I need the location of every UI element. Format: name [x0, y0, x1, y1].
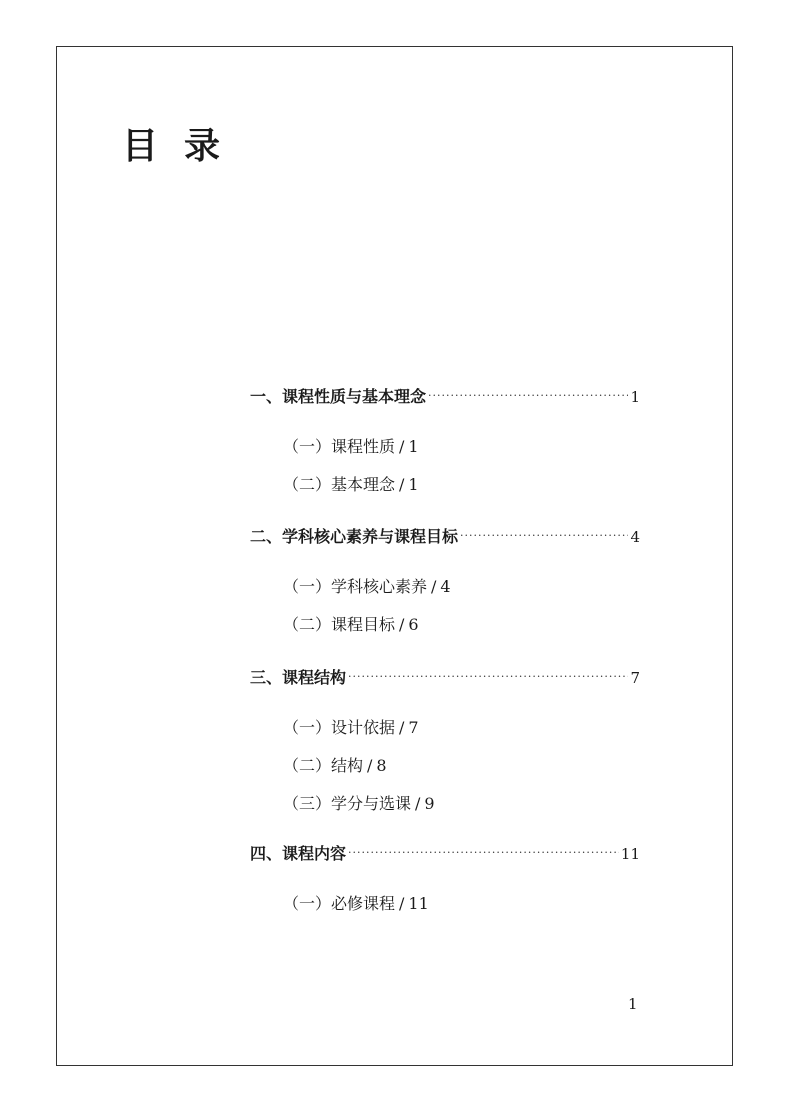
- toc-section-label: 二、学科核心素养与课程目标: [250, 527, 459, 546]
- toc-section-heading[interactable]: [250, 840, 640, 868]
- toc-subsection-page: 1: [408, 475, 419, 494]
- toc-subsection-label: （一）设计依据: [283, 718, 396, 737]
- toc-subsection-page: 11: [408, 894, 429, 913]
- toc-subsection-item[interactable]: [283, 433, 640, 471]
- toc-section-heading[interactable]: [250, 664, 640, 692]
- toc-subsection-item[interactable]: [283, 611, 640, 649]
- page-separator: /: [399, 475, 405, 494]
- section-gap: [250, 509, 640, 523]
- toc-subsection-label: （二）课程目标: [283, 615, 396, 634]
- page-separator: /: [399, 894, 405, 913]
- toc-section-heading[interactable]: [250, 523, 640, 551]
- toc-subsection-label: （二）结构: [283, 756, 364, 775]
- toc-section-3: [250, 664, 640, 828]
- toc-section-label: 四、课程内容: [250, 844, 347, 863]
- toc-subsection-page: 6: [408, 615, 419, 634]
- section-gap: [250, 649, 640, 664]
- toc-section-label: 三、课程结构: [250, 668, 347, 687]
- page-separator: /: [399, 437, 405, 456]
- page-separator: /: [431, 577, 437, 596]
- toc-subsection-label: （二）基本理念: [283, 475, 396, 494]
- toc-subsection-item[interactable]: [283, 714, 640, 752]
- dot-leader: [428, 382, 628, 410]
- toc-section-page: 1: [630, 388, 640, 406]
- toc-section-1: [250, 383, 640, 509]
- dot-leader: [460, 522, 628, 550]
- toc-section-page: 7: [630, 669, 640, 687]
- toc-subsection-list: [250, 433, 640, 509]
- toc-section-4: [250, 840, 640, 928]
- toc-subsection-list: [250, 890, 640, 928]
- page-title: 目录: [122, 125, 247, 167]
- toc-subsection-page: 4: [440, 577, 451, 596]
- toc-section-heading[interactable]: [250, 383, 640, 411]
- toc-subsection-label: （一）课程性质: [283, 437, 396, 456]
- page-separator: /: [367, 756, 373, 775]
- toc-subsection-list: [250, 573, 640, 649]
- toc-subsection-label: （一）学科核心素养: [283, 577, 428, 596]
- toc-subsection-page: 9: [424, 794, 435, 813]
- toc-subsection-list: [250, 714, 640, 828]
- toc-section-2: [250, 523, 640, 649]
- toc-subsection-item[interactable]: [283, 890, 640, 928]
- dot-leader: [348, 663, 628, 691]
- toc-subsection-item[interactable]: [283, 573, 640, 611]
- toc-section-label: 一、课程性质与基本理念: [250, 387, 427, 406]
- page-separator: /: [399, 615, 405, 634]
- toc-subsection-item[interactable]: [283, 790, 640, 828]
- toc-subsection-page: 1: [408, 437, 419, 456]
- toc-section-page: 4: [630, 528, 640, 546]
- toc-section-page: 11: [620, 845, 640, 863]
- table-of-contents: [250, 383, 640, 928]
- page-number: 1: [628, 995, 638, 1013]
- page-separator: /: [399, 718, 405, 737]
- toc-subsection-item[interactable]: [283, 752, 640, 790]
- toc-subsection-label: （一）必修课程: [283, 894, 396, 913]
- toc-subsection-page: 7: [408, 718, 419, 737]
- toc-subsection-page: 8: [376, 756, 387, 775]
- page-separator: /: [415, 794, 421, 813]
- toc-subsection-item[interactable]: [283, 471, 640, 509]
- dot-leader: [348, 839, 619, 867]
- toc-subsection-label: （三）学分与选课: [283, 794, 412, 813]
